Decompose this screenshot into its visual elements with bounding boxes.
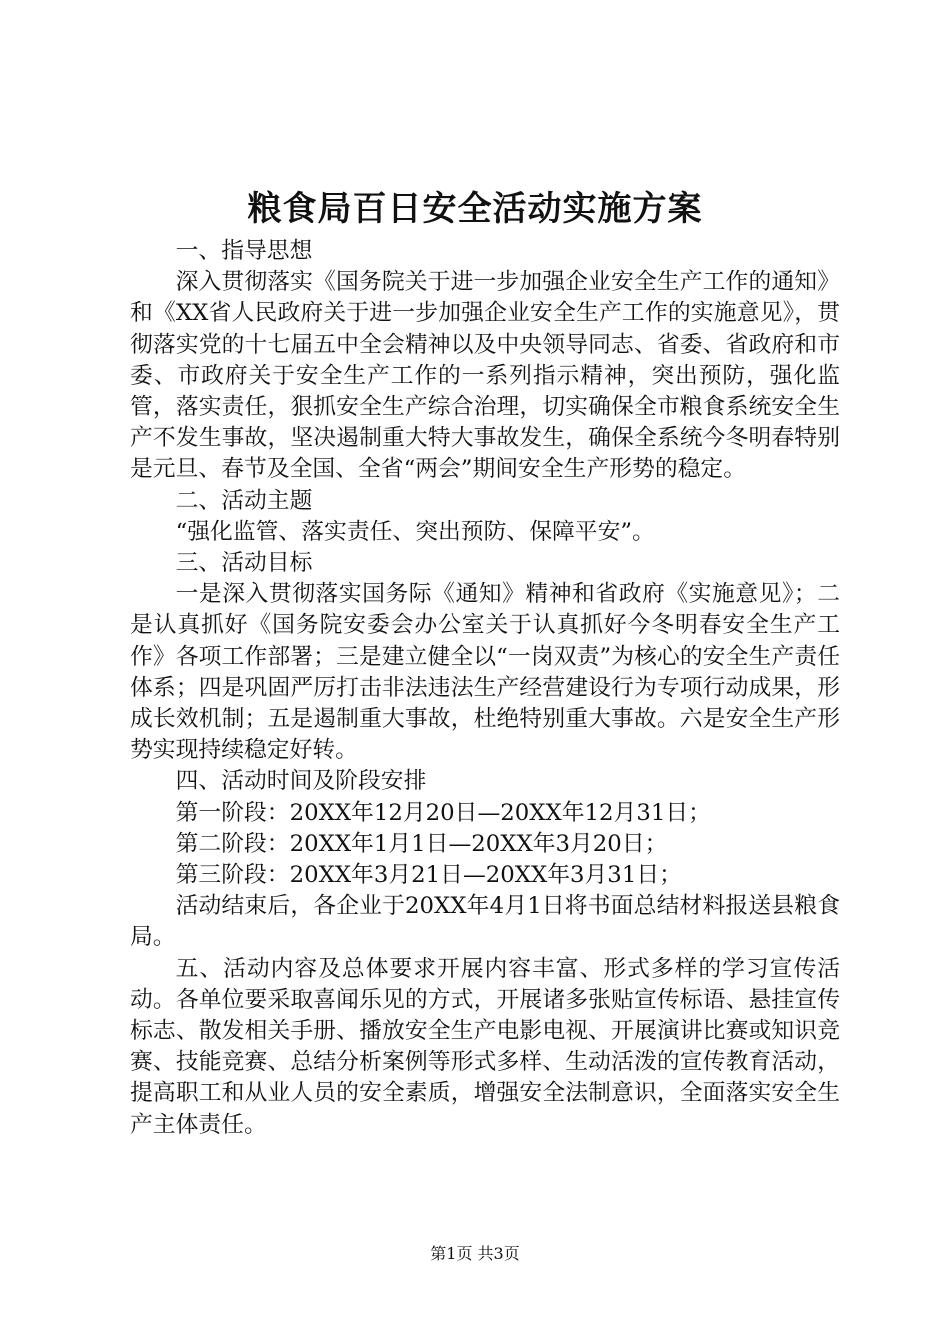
paragraph-guiding-thought: 深入贯彻落实《国务院关于进一步加强企业安全生产工作的通知》和《XX省人民政府关于进一步加强企业安全生产工作的实施意见》，贯彻落实党的十七届五中全会精神以及中央领导同志、省委、省政府和市委、市政府关于安全生产工作的一系列指示精神，突出预防，强化监管，落实责任，狠抓安全生产综合治理，切实确保全市粮食系统安全生产不发生事故，坚决遏制重大特大事故发生，确保全系统今冬明春特别是元旦、春节及全国、全省“两会”期间安全生产形势的稳定。 — [130, 269, 840, 483]
schedule-phase-two: 第二阶段：20XX年1月1日—20XX年3月20日； — [175, 830, 668, 857]
paragraph-after-activity: 活动结束后，各企业于20XX年4月1日将书面总结材料报送县粮食局。 — [130, 893, 840, 951]
schedule-phase-three: 第三阶段：20XX年3月21日—20XX年3月31日； — [175, 862, 682, 889]
section-heading-activity-schedule: 四、活动时间及阶段安排 — [175, 768, 427, 795]
section-heading-guiding-thought: 一、指导思想 — [175, 238, 313, 264]
document-body — [130, 236, 840, 1141]
paragraph-activity-theme: “强化监管、落实责任、突出预防、保障平安”。 — [175, 518, 655, 545]
section-heading-activity-theme: 二、活动主题 — [175, 487, 313, 514]
page-number-footer: 第1页 共3页 — [430, 1244, 520, 1263]
schedule-phase-one: 第一阶段：20XX年12月20日—20XX年12月31日； — [175, 799, 711, 826]
paragraph-activity-goals: 一是深入贯彻落实国务际《通知》精神和省政府《实施意见》；二是认真抓好《国务院安委会办公室关于认真抓好今冬明春安全生产工作》各项工作部署；三是建立健全以“一岗双责”为核心的安全生产责任体系；四是巩固严厉打击非法违法生产经营建设行为专项行动成果，形成长效机制；五是遏制重大事故，杜绝特别重大事故。六是安全生产形势实现持续稳定好转。 — [130, 581, 840, 764]
section-heading-activity-goals: 三、活动目标 — [175, 550, 313, 577]
paragraph-activity-content: 五、活动内容及总体要求开展内容丰富、形式多样的学习宣传活动。各单位要采取喜闻乐见的方式，开展诸多张贴宣传标语、悬挂宣传标志、散发相关手册、播放安全生产电影电视、开展演讲比赛或知识竞赛、技能竞赛、总结分析案例等形式多样、生动活泼的宣传教育活动，提高职工和从业人员的安全素质，增强安全法制意识，全面落实安全生产主体责任。 — [130, 955, 840, 1138]
document-title: 粮食局百日安全活动实施方案 — [247, 189, 703, 229]
